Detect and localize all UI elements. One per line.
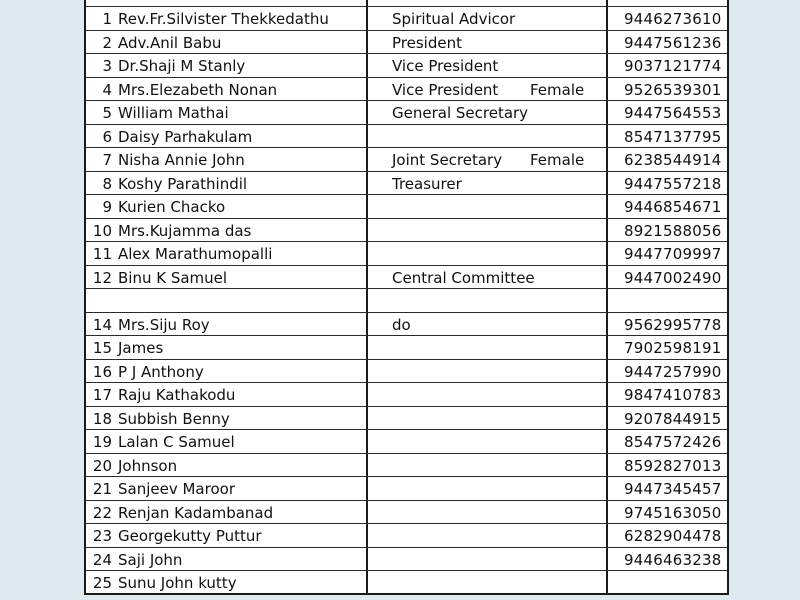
table-row	[86, 453, 727, 477]
table-row	[86, 406, 727, 430]
row-number: 9	[102, 198, 112, 216]
table-row	[86, 77, 727, 101]
table-row	[86, 570, 727, 594]
member-name: Raju Kathakodu	[118, 386, 236, 404]
table-row	[86, 100, 727, 124]
member-phone: 9207844915	[624, 409, 722, 428]
table-row	[86, 523, 727, 547]
member-name: Mrs.Kujamma das	[118, 221, 252, 240]
table-row	[86, 429, 727, 453]
member-role: Vice President	[392, 80, 499, 99]
member-phone: 9447557218	[624, 174, 722, 193]
member-role: Treasurer	[392, 174, 462, 193]
member-phone: 9447257990	[624, 362, 722, 381]
member-phone: 9447564553	[624, 104, 722, 122]
member-phone: 8547137795	[624, 127, 722, 146]
row-number: 15	[92, 339, 112, 357]
member-name: P J Anthony	[118, 362, 204, 381]
member-phone: 9447002490	[624, 268, 722, 287]
member-phone: 6238544914	[624, 151, 722, 169]
table-row	[86, 359, 727, 383]
member-name: Koshy Parathindil	[118, 174, 248, 193]
row-number: 25	[92, 574, 112, 592]
member-name: Adv.Anil Babu	[118, 33, 222, 52]
table-row	[86, 53, 727, 77]
member-name: William Mathai	[118, 104, 229, 122]
member-note: Female	[530, 80, 585, 99]
member-name: Sunu John kutty	[118, 574, 237, 592]
member-table	[84, 0, 729, 595]
row-number: 16	[92, 362, 112, 381]
table-row	[86, 382, 727, 406]
member-note: Female	[530, 151, 585, 169]
member-name: Binu K Samuel	[118, 268, 228, 287]
member-phone: 9745163050	[624, 503, 722, 522]
table-row	[86, 6, 727, 30]
member-name: Nisha Annie John	[118, 151, 245, 169]
member-phone: 7902598191	[624, 339, 722, 357]
member-phone: 8592827013	[624, 456, 722, 475]
member-phone: 6282904478	[624, 527, 722, 545]
row-number: 22	[92, 503, 112, 522]
member-name: Mrs.Siju Roy	[118, 315, 210, 334]
row-number: 18	[92, 409, 112, 428]
table-row	[86, 241, 727, 265]
member-phone: 9526539301	[624, 80, 722, 99]
member-name: Johnson	[118, 456, 178, 475]
member-phone: 9447709997	[624, 245, 722, 263]
row-number: 6	[102, 127, 112, 146]
table-row	[86, 288, 727, 312]
table-row	[86, 312, 727, 336]
row-number: 24	[92, 550, 112, 569]
table-row	[86, 265, 727, 289]
row-number: 19	[92, 433, 112, 451]
member-name: Subbish Benny	[118, 409, 230, 428]
member-name: James	[118, 339, 164, 357]
table-row	[86, 171, 727, 195]
member-name: Daisy Parhakulam	[118, 127, 253, 146]
member-phone: 9037121774	[624, 57, 722, 75]
table-row	[86, 124, 727, 148]
table-row	[86, 547, 727, 571]
member-name: Alex Marathumopalli	[118, 245, 273, 263]
row-number: 11	[92, 245, 112, 263]
member-role: Central Committee	[392, 268, 535, 287]
member-phone: 9446273610	[624, 10, 722, 28]
member-name: Saji John	[118, 550, 183, 569]
row-number: 17	[92, 386, 112, 404]
row-number: 5	[102, 104, 112, 122]
row-number: 21	[92, 480, 112, 498]
member-role: General Secretary	[392, 104, 529, 122]
member-phone: 8921588056	[624, 221, 722, 240]
member-name: Lalan C Samuel	[118, 433, 235, 451]
member-phone: 9447345457	[624, 480, 722, 498]
member-role: do	[392, 315, 411, 334]
table-row	[86, 476, 727, 500]
member-name: Rev.Fr.Silvister Thekkedathu	[118, 10, 329, 28]
member-phone: 9562995778	[624, 315, 722, 334]
row-number: 14	[92, 315, 112, 334]
table-row	[86, 218, 727, 242]
member-phone: 9447561236	[624, 33, 722, 52]
table-row	[86, 500, 727, 524]
table-row	[86, 194, 727, 218]
row-number: 4	[102, 80, 112, 99]
member-name: Sanjeev Maroor	[118, 480, 235, 498]
row-number: 1	[102, 10, 112, 28]
row-number: 8	[102, 174, 112, 193]
member-phone: 9847410783	[624, 386, 722, 404]
table-row	[86, 30, 727, 54]
member-name: Mrs.Elezabeth Nonan	[118, 80, 278, 99]
member-name: Georgekutty Puttur	[118, 527, 262, 545]
member-name: Renjan Kadambanad	[118, 503, 274, 522]
table-row	[86, 335, 727, 359]
member-phone: 9446854671	[624, 198, 722, 216]
row-number: 3	[102, 57, 112, 75]
member-role: Vice President	[392, 57, 499, 75]
row-number: 23	[92, 527, 112, 545]
row-number: 2	[102, 33, 112, 52]
member-name: Kurien Chacko	[118, 198, 226, 216]
row-number: 7	[102, 151, 112, 169]
table-row	[86, 147, 727, 171]
member-role: Spiritual Advicor	[392, 10, 516, 28]
member-role: Joint Secretary	[392, 151, 503, 169]
row-number: 20	[92, 456, 112, 475]
member-phone: 8547572426	[624, 433, 722, 451]
member-name: Dr.Shaji M Stanly	[118, 57, 246, 75]
member-role: President	[392, 33, 462, 52]
row-number: 12	[92, 268, 112, 287]
row-number: 10	[92, 221, 112, 240]
member-phone: 9446463238	[624, 550, 722, 569]
